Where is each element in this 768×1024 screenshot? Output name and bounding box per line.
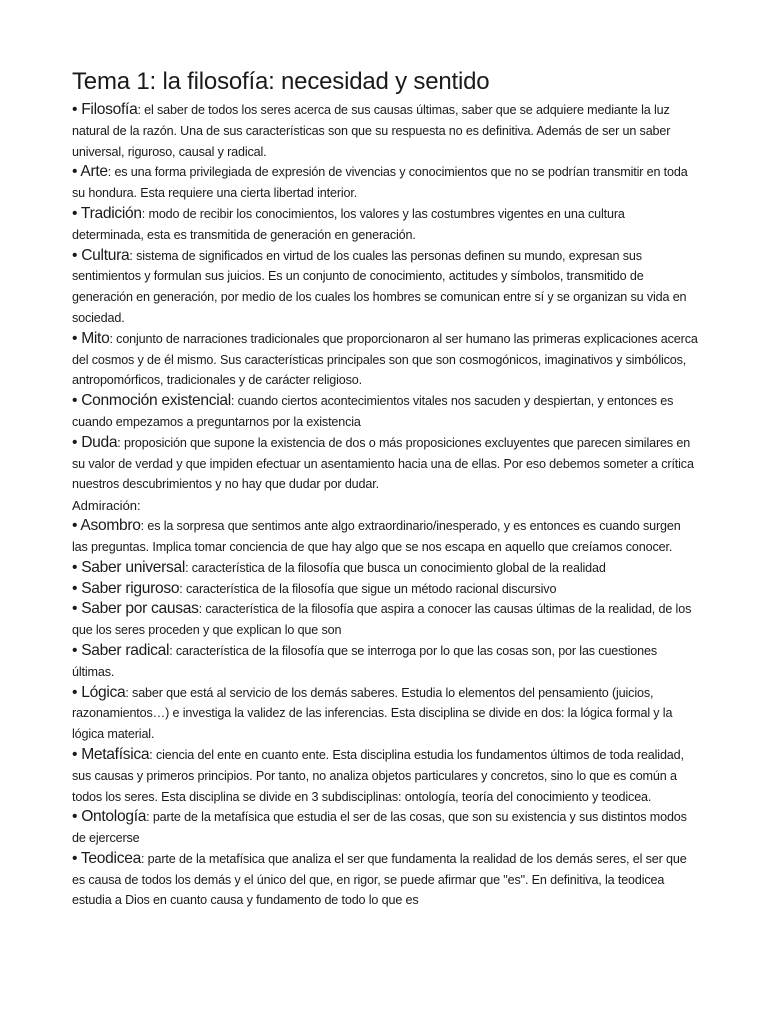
entry-saber-universal: • Saber universal: característica de la filosofía que busca un conocimiento global de la realidad bbox=[72, 558, 606, 576]
page-title: Tema 1: la filosofía: necesidad y sentido bbox=[72, 68, 490, 95]
entry-saber-por-causas: • Saber por causas: característica de la filosofía que aspira a conocer las causas últimas de la realidad, de los que los seres proceden y que explican lo que son bbox=[72, 600, 692, 638]
term-definition: : parte de la metafísica que analiza el ser que fundamenta la realidad de los demás seres, el ser que es causa de todos los demás y el único del que, en rigor, se puede afirmar que "es". En definitiva, la teodicea estudia a Dios en cuanto causa y fundamento de todo lo que es bbox=[72, 851, 687, 908]
term-label: Arte bbox=[80, 163, 108, 181]
term-label: Saber universal bbox=[81, 558, 186, 576]
term-definition: : saber que está al servicio de los demás saberes. Estudia lo elementos del pensamiento (juicios, razonamientos…) e investiga la validez de las inferencias. Esta disciplina se divide en dos: la lógica formal y la lógica material. bbox=[72, 685, 673, 742]
entry-tradicion: • Tradición: modo de recibir los conocimientos, los valores y las costumbres vigentes en una cultura determinada, esta es transmitida de generación en generación. bbox=[72, 204, 625, 242]
term-definition: : característica de la filosofía que busca un conocimiento global de la realidad bbox=[185, 560, 606, 575]
entry-arte: • Arte: es una forma privilegiada de expresión de vivencias y conocimientos que no se podrían transmitir en toda su hondura. Esta requiere una cierta libertad interior. bbox=[72, 163, 688, 201]
term-label: Asombro bbox=[80, 517, 141, 535]
term-definition: : modo de recibir los conocimientos, los valores y las costumbres vigentes en una cultura determinada, esta es transmitida de generación en generación. bbox=[72, 206, 625, 242]
entry-mito: • Mito: conjunto de narraciones tradicionales que proporcionaron al ser humano las primeras explicaciones acerca del cosmos y de él mismo. Sus características principales son que son cosmogónicos, imaginativos y simbólicos, antropomórficos, tradicionales y de carácter religioso. bbox=[72, 329, 698, 388]
entry-duda: • Duda: proposición que supone la existencia de dos o más proposiciones excluyentes que parecen similares en su valor de verdad y que impiden efectuar un asentamiento hacia una de ellas. Por eso debemos someter a crítica nuestros descubrimientos y no hay que dudar por dudar. bbox=[72, 433, 694, 492]
entry-metafisica: • Metafísica: ciencia del ente en cuanto ente. Esta disciplina estudia los fundamentos últimos de toda realidad, sus causas y primeros principios. Por tanto, no analiza objetos particulares y concretos, sino lo que es común a todos los seres. Esta disciplina se divide en 3 subdisciplinas: ontología, teoría del conocimiento y teodicea. bbox=[72, 745, 684, 804]
entry-conmocion-existencial: • Conmoción existencial: cuando ciertos acontecimientos vitales nos sacuden y despiertan, y entonces es cuando empezamos a preguntarnos por la existencia bbox=[72, 392, 674, 429]
term-definition: : característica de la filosofía que sigue un método racional discursivo bbox=[179, 581, 557, 596]
admiracion-label: Admiración: bbox=[72, 498, 141, 514]
entry-asombro: • Asombro: es la sorpresa que sentimos ante algo extraordinario/inesperado, y es entonces es cuando surgen las preguntas. Implica tomar conciencia de que hay algo que se nos escapa en aquello que creíamos conocer. bbox=[72, 517, 681, 554]
term-definition: : característica de la filosofía que se interroga por lo que las cosas son, por las cuestiones últimas. bbox=[72, 643, 658, 679]
term-label: Saber radical bbox=[81, 641, 170, 659]
term-definition: : ciencia del ente en cuanto ente. Esta disciplina estudia los fundamentos últimos de toda realidad, sus causas y primeros principios. Por tanto, no analiza objetos particulares y concretos, sino lo que es común a todos los seres. Esta disciplina se divide en 3 subdisciplinas: ontología, teoría del conocimiento y teodicea. bbox=[72, 747, 684, 804]
term-definition: : es la sorpresa que sentimos ante algo extraordinario/inesperado, y es entonces es cuando surgen las preguntas. Implica tomar conciencia de que hay algo que se nos escapa en aquello que creíamos conocer. bbox=[72, 519, 681, 554]
entry-logica: • Lógica: saber que está al servicio de los demás saberes. Estudia lo elementos del pensamiento (juicios, razonamientos…) e investiga la validez de las inferencias. Esta disciplina se divide en dos: la lógica formal y la lógica material. bbox=[72, 683, 673, 742]
term-label: Saber riguroso bbox=[81, 579, 180, 597]
term-label: Cultura bbox=[81, 246, 130, 264]
term-definition: : el saber de todos los seres acerca de sus causas últimas, saber que se adquiere mediante la luz natural de la razón. Una de sus características son que su respuesta no es definitiva. Además de ser un saber universal, riguroso, causal y radical. bbox=[72, 103, 671, 159]
term-label: Lógica bbox=[81, 683, 126, 701]
term-definition: : conjunto de narraciones tradicionales que proporcionaron al ser humano las primeras explicaciones acerca del cosmos y de él mismo. Sus características principales son que son cosmogónicos, imaginativos y simbólicos, antropomórficos, tradicionales y de carácter religioso. bbox=[72, 331, 698, 388]
term-label: Mito bbox=[81, 329, 110, 347]
entry-teodicea: • Teodicea: parte de la metafísica que analiza el ser que fundamenta la realidad de los demás seres, el ser que es causa de todos los demás y el único del que, en rigor, se puede afirmar que "es". En definitiva, la teodicea estudia a Dios en cuanto causa y fundamento de todo lo que es bbox=[72, 849, 687, 908]
term-label: Tradición bbox=[80, 204, 142, 222]
entry-saber-radical: • Saber radical: característica de la filosofía que se interroga por lo que las cosas son, por las cuestiones últimas. bbox=[72, 641, 658, 679]
term-label: Metafísica bbox=[81, 745, 150, 763]
term-definition: : sistema de significados en virtud de los cuales las personas definen su mundo, expresan sus sentimientos y formulan sus juicios. Es un conjunto de conocimiento, actitudes y símbolos, transmitido de generación en generación, por medio de los cuales los hombres se comunican entre sí y se organizan su vida en sociedad. bbox=[72, 248, 687, 325]
entries-group-1 bbox=[72, 100, 698, 495]
term-definition: : cuando ciertos acontecimientos vitales nos sacuden y despiertan, y entonces es cuando empezamos a preguntarnos por la existencia bbox=[72, 394, 674, 429]
term-label: Ontología bbox=[81, 808, 147, 826]
term-definition: : parte de la metafísica que estudia el ser de las cosas, que son su existencia y sus distintos modos de ejercerse bbox=[72, 810, 687, 846]
term-label: Duda bbox=[81, 433, 118, 451]
term-label: Filosofía bbox=[81, 101, 138, 118]
entries-group-2 bbox=[72, 516, 698, 911]
entry-ontologia: • Ontología: parte de la metafísica que estudia el ser de las cosas, que son su existencia y sus distintos modos de ejercerse bbox=[72, 808, 687, 846]
term-label: Conmoción existencial bbox=[81, 392, 231, 410]
entry-cultura: • Cultura: sistema de significados en virtud de los cuales las personas definen su mundo, expresan sus sentimientos y formulan sus juicios. Es un conjunto de conocimiento, actitudes y símbolos, transmitido de generación en generación, por medio de los cuales los hombres se comunican entre sí y se organizan su vida en sociedad. bbox=[72, 246, 687, 325]
term-label: Teodicea bbox=[80, 849, 141, 867]
term-definition: : característica de la filosofía que aspira a conocer las causas últimas de la realidad, de los que los seres proceden y que explican lo que son bbox=[72, 602, 692, 638]
entry-filosofia: • Filosofía: el saber de todos los seres acerca de sus causas últimas, saber que se adquiere mediante la luz natural de la razón. Una de sus características son que su respuesta no es definitiva. Además de ser un saber universal, riguroso, causal y radical. bbox=[72, 101, 671, 159]
term-definition: : proposición que supone la existencia de dos o más proposiciones excluyentes que parecen similares en su valor de verdad y que impiden efectuar un asentamiento hacia una de ellas. Por eso debemos someter a crítica nuestros descubrimientos y no hay que dudar por dudar. bbox=[72, 435, 694, 492]
term-label: Saber por causas bbox=[81, 600, 199, 618]
term-definition: : es una forma privilegiada de expresión de vivencias y conocimientos que no se podrían transmitir en toda su hondura. Esta requiere una cierta libertad interior. bbox=[72, 165, 688, 201]
entry-saber-riguroso: • Saber riguroso: característica de la filosofía que sigue un método racional discursivo bbox=[72, 579, 557, 597]
